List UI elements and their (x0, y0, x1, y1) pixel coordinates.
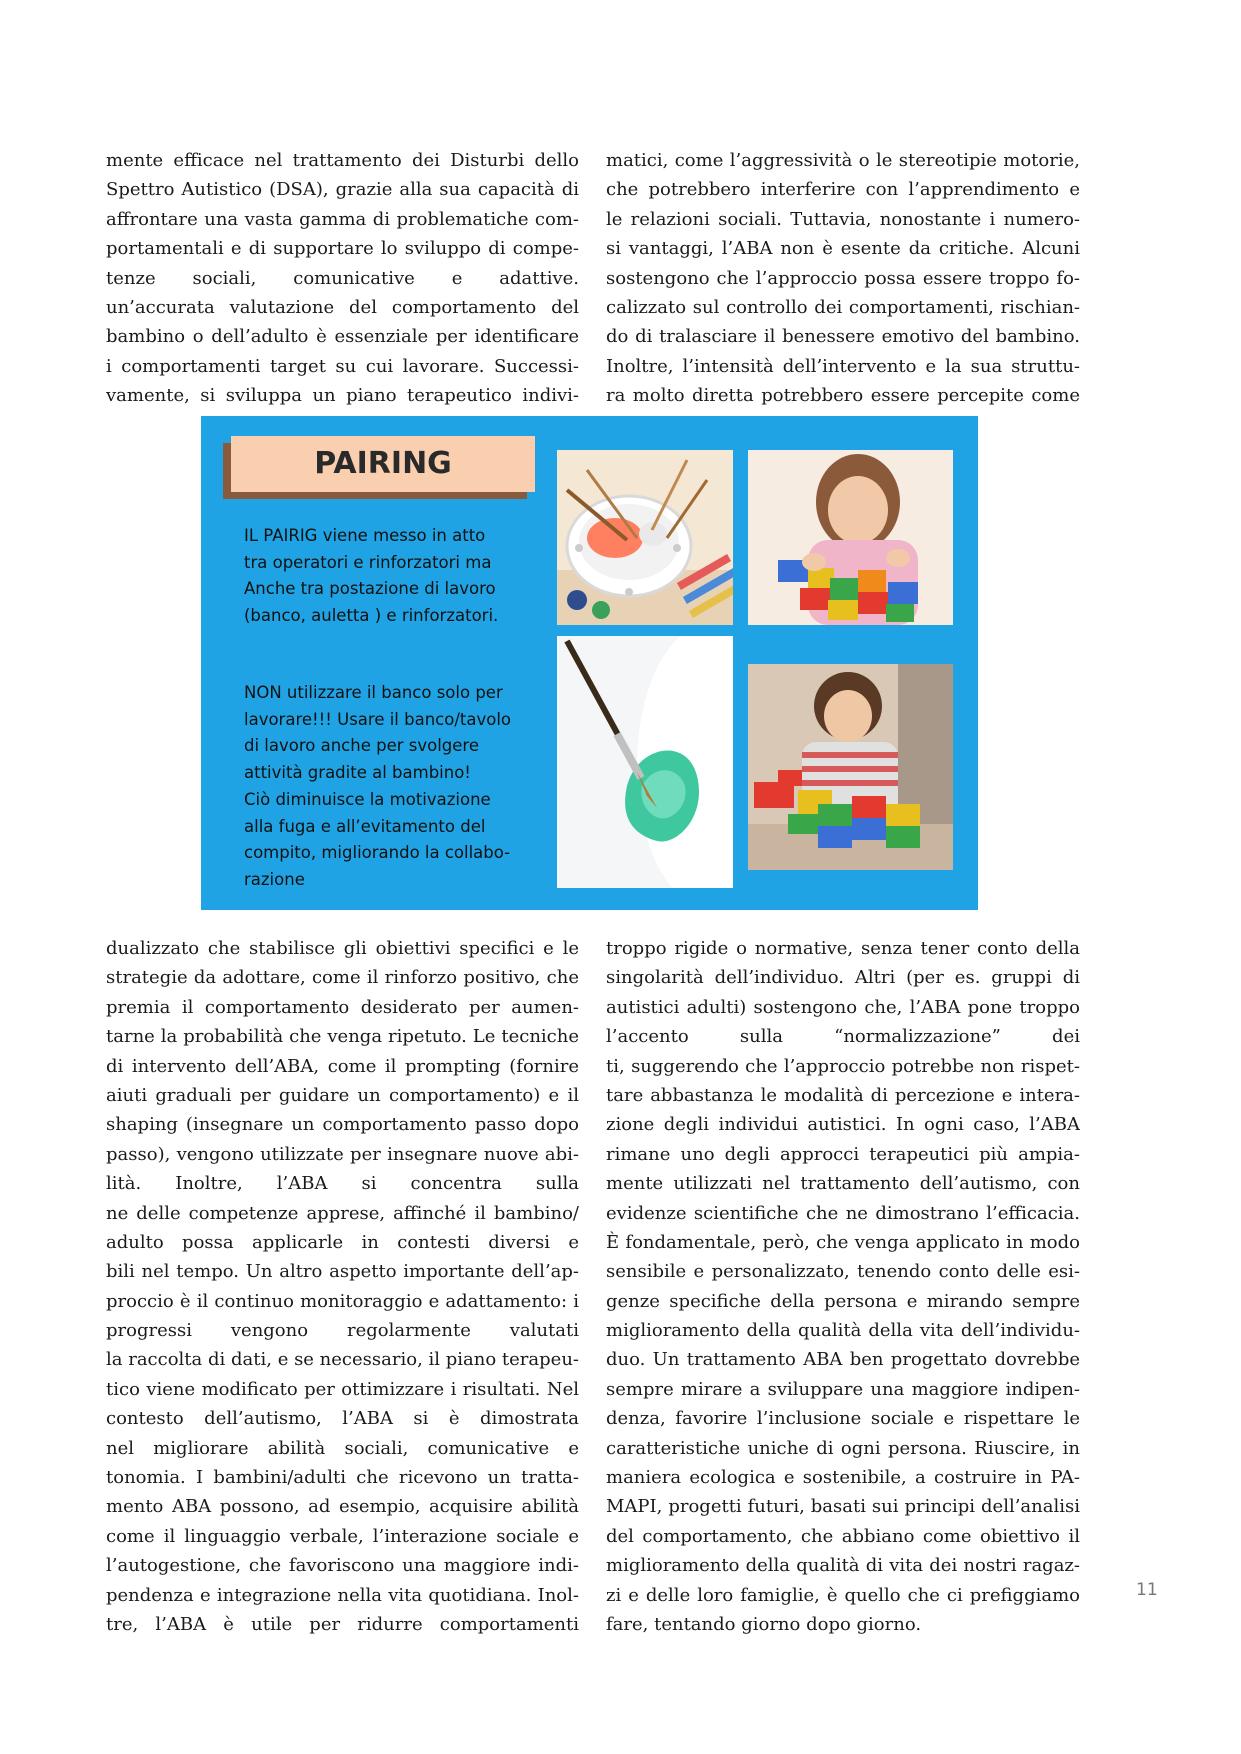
text-line: zi e delle loro famiglie, è quello che ci prefiggiamo (606, 1584, 1080, 1606)
text-line: ra molto diretta potrebbero essere percepite come (606, 385, 1080, 407)
text-line: mente utilizzati nel trattamento dell’autismo, con (606, 1173, 1080, 1195)
text-line: lità. Inoltre, l’ABA si concentra sulla (106, 1173, 579, 1195)
text-line: sostengono che l’approccio possa essere troppo fo- (606, 267, 1080, 289)
text-line: vamente, si sviluppa un piano terapeutico indivi- (106, 385, 579, 407)
text-line: come il linguaggio verbale, l’interazione sociale e (106, 1525, 579, 1547)
text-line: nel migliorare abilità sociali, comunicative e (106, 1437, 579, 1459)
text-line: maniera ecologica e sostenibile, a costruire in PA- (606, 1467, 1080, 1489)
text-line: sensibile e personalizzato, tenendo conto delle esi- (606, 1261, 1080, 1283)
text-line: progressi vengono regolarmente valutati (106, 1320, 579, 1342)
text-line: di intervento dell’ABA, come il prompting (fornire (106, 1055, 579, 1077)
text-line: tonomia. I bambini/adulti che ricevono un tratta- (106, 1467, 579, 1489)
text-line: zione degli individui autistici. In ogni caso, l’ABA (606, 1114, 1080, 1136)
text-line: affrontare una vasta gamma di problematiche com- (106, 208, 579, 230)
panel-text-line: Anche tra postazione di lavoro (244, 579, 496, 599)
text-line: È fondamentale, però, che venga applicato in modo (606, 1231, 1080, 1253)
brush-paint-photo (557, 636, 733, 888)
text-line: le relazioni sociali. Tuttavia, nonostante i numero- (606, 208, 1080, 230)
text-line: contesto dell’autismo, l’ABA si è dimostrata (106, 1408, 579, 1430)
text-line: proccio è il continuo monitoraggio e adattamento: i (106, 1290, 579, 1312)
pairing-panel (201, 416, 978, 910)
column-top-right (606, 146, 1080, 411)
column-top-left (106, 146, 579, 411)
text-line: si vantaggi, l’ABA non è esente da critiche. Alcuni (606, 238, 1080, 260)
text-line: Inoltre, l’intensità dell’intervento e la sua struttu- (606, 355, 1080, 377)
text-line: tare abbastanza le modalità di percezione e intera- (606, 1084, 1080, 1106)
panel-text-line: IL PAIRIG viene messo in atto (244, 526, 486, 545)
panel-text-line: lavorare!!! Usare il banco/tavolo (244, 709, 512, 729)
panel-text-line: tra operatori e rinforzatori ma (244, 552, 492, 572)
text-line: che potrebbero interferire con l’apprendimento e (606, 179, 1080, 201)
text-line: l’accento sulla “normalizzazione” dei (606, 1026, 1080, 1048)
pairing-title: PAIRING (314, 446, 452, 481)
text-line: sempre mirare a sviluppare una maggiore indipen- (606, 1378, 1080, 1400)
text-line: Spettro Autistico (DSA), grazie alla sua capacità di (106, 179, 579, 201)
column-bottom-right (606, 934, 1080, 1639)
panel-text-line: di lavoro anche per svolgere (244, 736, 480, 756)
text-line: un’accurata valutazione del comportamento del (106, 296, 579, 318)
panel-text-line: NON utilizzare il banco solo per (244, 683, 503, 702)
text-line: portamentali e di supportare lo sviluppo di compe- (106, 238, 579, 260)
text-line: strategie da adottare, come il rinforzo positivo, che (106, 967, 579, 989)
text-line: ne delle competenze apprese, affinché il bambino/ (106, 1202, 579, 1224)
text-line: duo. Un trattamento ABA ben progettato dovrebbe (606, 1349, 1080, 1371)
text-line: genze specifiche della persona e mirando sempre (606, 1290, 1080, 1312)
text-line: miglioramento della qualità di vita dei nostri ragaz- (606, 1555, 1080, 1577)
text-line: singolarità dell’individuo. Altri (per es. gruppi di (606, 967, 1080, 989)
paint-palette-photo (557, 450, 733, 625)
text-line: do di tralasciare il benessere emotivo del bambino. (606, 326, 1080, 348)
pairing-text-2 (244, 680, 534, 894)
text-line: tre, l’ABA è utile per ridurre comportamenti (106, 1613, 579, 1635)
page-number: 11 (1136, 1580, 1158, 1600)
text-line: miglioramento della qualità della vita dell’individu- (606, 1320, 1080, 1342)
panel-text-line: attività gradite al bambino! (244, 763, 471, 783)
girl-blocks-photo (748, 450, 953, 625)
panel-text-line: razione (244, 869, 305, 889)
text-line: rimane uno degli approcci terapeutici più ampia- (606, 1143, 1080, 1165)
text-line: calizzato sul controllo dei comportamenti, rischian- (606, 296, 1080, 318)
pairing-text-1 (244, 523, 534, 630)
text-line: troppo rigide o normative, senza tener conto della (606, 938, 1080, 959)
text-line: shaping (insegnare un comportamento passo dopo (106, 1114, 579, 1136)
pairing-title-box (231, 436, 535, 492)
text-line: evidenze scientifiche che ne dimostrano l’efficacia. (606, 1202, 1080, 1224)
text-line: del comportamento, che abbiano come obiettivo il (606, 1525, 1080, 1547)
text-line: bambino o dell’adulto è essenziale per identificare (106, 326, 579, 348)
panel-text-line: compito, migliorando la collabo- (244, 843, 511, 863)
text-line: pendenza e integrazione nella vita quotidiana. Inol- (106, 1584, 579, 1606)
panel-text-line: Ciò diminuisce la motivazione (244, 789, 491, 809)
text-line: denza, favorire l’inclusione sociale e rispettare le (606, 1408, 1080, 1430)
text-line: matici, come l’aggressività o le stereotipie motorie, (606, 150, 1080, 171)
text-line: aiuti graduali per guidare un comportamento) e il (106, 1084, 579, 1106)
boy-lego-photo (748, 664, 953, 870)
text-line: tenze sociali, comunicative e adattive. (106, 267, 579, 289)
text-line: bili nel tempo. Un altro aspetto importante dell’ap- (106, 1261, 579, 1283)
text-line: la raccolta di dati, e se necessario, il piano terapeu- (106, 1349, 579, 1371)
text-line: tarne la probabilità che venga ripetuto. Le tecniche (106, 1026, 579, 1048)
text-line: premia il comportamento desiderato per aumen- (106, 996, 579, 1018)
text-line: passo), vengono utilizzate per insegnare nuove abi- (106, 1143, 579, 1165)
panel-text-line: (banco, auletta ) e rinforzatori. (244, 606, 499, 626)
text-line: adulto possa applicarle in contesti diversi e (106, 1231, 579, 1253)
column-bottom-left (106, 934, 579, 1639)
text-line: i comportamenti target su cui lavorare. Successi- (106, 355, 579, 377)
text-line: fare, tentando giorno dopo giorno. (606, 1613, 922, 1635)
text-line: l’autogestione, che favoriscono una maggiore indi- (106, 1555, 579, 1577)
text-line: mento ABA possono, ad esempio, acquisire abilità (106, 1496, 579, 1518)
text-line: dualizzato che stabilisce gli obiettivi specifici e le (106, 938, 579, 959)
text-line: ti, suggerendo che l’approccio potrebbe non rispet- (606, 1055, 1080, 1077)
text-line: tico viene modificato per ottimizzare i risultati. Nel (106, 1378, 579, 1400)
text-line: mente efficace nel trattamento dei Disturbi dello (106, 150, 579, 171)
panel-text-line: alla fuga e all’evitamento del (244, 816, 486, 836)
text-line: MAPI, progetti futuri, basati sui principi dell’analisi (606, 1496, 1080, 1518)
text-line: caratteristiche uniche di ogni persona. Riuscire, in (606, 1437, 1080, 1459)
text-line: autistici adulti) sostengono che, l’ABA pone troppo (606, 996, 1080, 1018)
